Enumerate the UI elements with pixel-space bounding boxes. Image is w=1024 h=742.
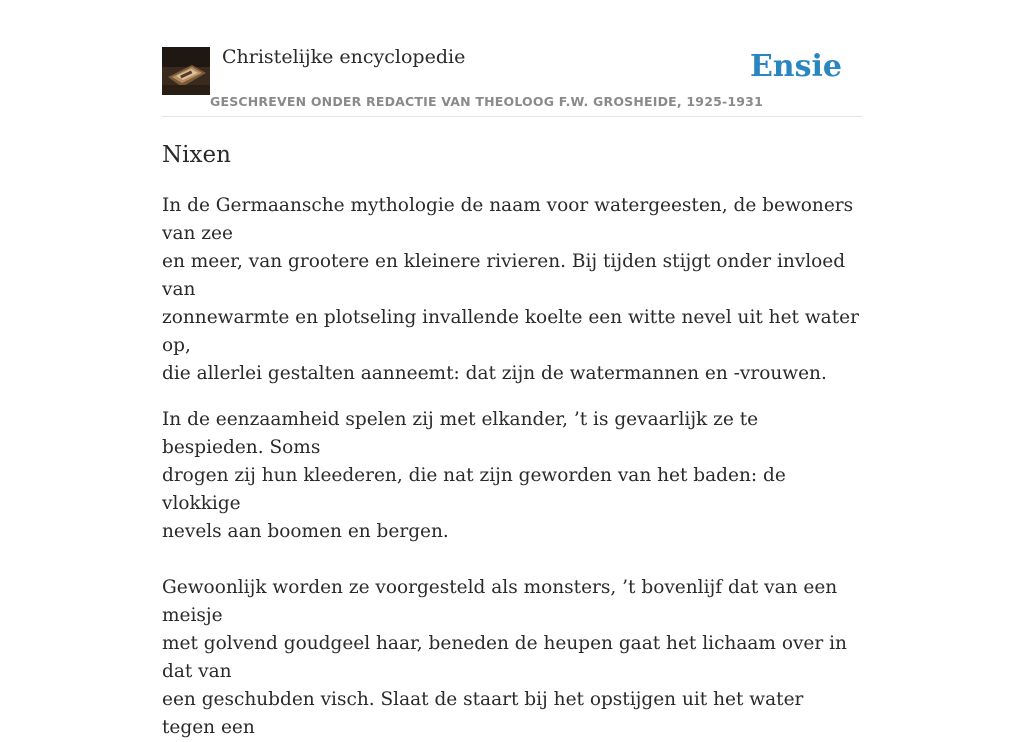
article	[162, 138, 862, 742]
site-subtitle: GESCHREVEN ONDER REDACTIE VAN THEOLOOG F.W. GROSHEIDE, 1925-1931	[210, 94, 763, 109]
ensie-logo[interactable]: Ensie	[749, 49, 842, 84]
site-name[interactable]: Christelijke encyclopedie	[222, 46, 466, 68]
article-title: Nixen	[162, 142, 231, 168]
article-paragraph: Gewoonlijk worden ze voorgesteld als monsters, ’t bovenlijf dat van een meisje met golvend goudgeel haar, beneden de heupen gaat het lichaam over in dat van een geschubden visch. Slaat de staart bij het opstijgen uit het water tegen een	[162, 577, 847, 738]
site-header	[162, 40, 862, 117]
article-paragraph: In de Germaansche mythologie de naam voor watergeesten, de bewoners van zee en meer, van grootere en kleinere rivieren. Bij tijden stijgt onder invloed van zonnewarmte en plotseling invallende koelte een witte nevel uit het water op, die allerlei gestalten aanneemt: dat zijn de watermannen en -vrouwen.	[162, 195, 859, 384]
encyclopedia-avatar[interactable]	[162, 47, 210, 95]
article-paragraph: In de eenzaamheid spelen zij met elkander, ’t is gevaarlijk ze te bespieden. Soms drogen zij hun kleederen, die nat zijn geworden van het baden: de vlokkige nevels aan boomen en bergen.	[162, 409, 786, 542]
